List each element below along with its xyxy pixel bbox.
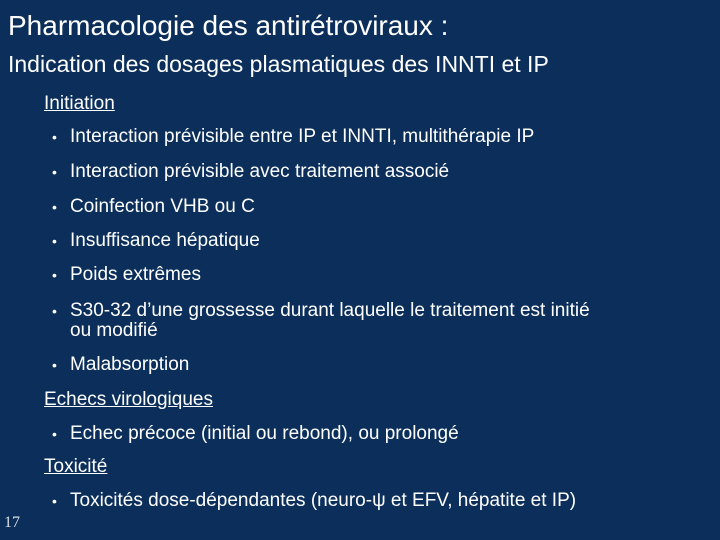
- bullet-text: Toxicités dose-dépendantes (neuro-ψ et EFV, hépatite et IP): [70, 490, 577, 511]
- section-heading-toxicite: Toxicité: [44, 456, 108, 477]
- slide-title: Pharmacologie des antirétroviraux :: [8, 10, 449, 41]
- bullet-text: Malabsorption: [70, 354, 190, 375]
- slide-number: 17: [4, 514, 20, 531]
- bullet-icon: •: [52, 303, 57, 319]
- bullet-item: [52, 127, 534, 147]
- bullet-item: [52, 424, 459, 444]
- bullet-icon: •: [52, 129, 57, 145]
- bullet-icon: •: [52, 199, 57, 215]
- bullet-item: [52, 265, 201, 285]
- bullet-text: Coinfection VHB ou C: [70, 196, 255, 217]
- bullet-icon: •: [52, 426, 57, 442]
- bullet-icon: •: [52, 233, 57, 249]
- bullet-item: [52, 301, 590, 341]
- bullet-text: Interaction prévisible avec traitement associé: [70, 161, 450, 182]
- bullet-text-line: S30-32 d’une grossesse durant laquelle le traitement est initié: [70, 300, 590, 321]
- bullet-item: [52, 197, 255, 217]
- section-heading-initiation: Initiation: [44, 93, 115, 114]
- section-heading-echecs: Echecs virologiques: [44, 389, 213, 410]
- bullet-icon: •: [52, 164, 57, 180]
- bullet-text: Echec précoce (initial ou rebond), ou prolongé: [70, 423, 459, 444]
- bullet-item: [52, 355, 189, 375]
- slide-subtitle: Indication des dosages plasmatiques des INNTI et IP: [8, 51, 549, 77]
- bullet-text: Insuffisance hépatique: [70, 230, 260, 251]
- bullet-icon: •: [52, 493, 57, 509]
- bullet-item: [52, 162, 449, 182]
- bullet-item: [52, 491, 576, 511]
- bullet-text: Poids extrêmes: [70, 264, 201, 285]
- bullet-icon: •: [52, 357, 57, 373]
- bullet-item: [52, 231, 260, 251]
- bullet-text-line: ou modifié: [70, 320, 158, 341]
- bullet-icon: •: [52, 267, 57, 283]
- bullet-text: Interaction prévisible entre IP et INNTI, multithérapie IP: [70, 126, 535, 147]
- bullet-text: [70, 301, 590, 341]
